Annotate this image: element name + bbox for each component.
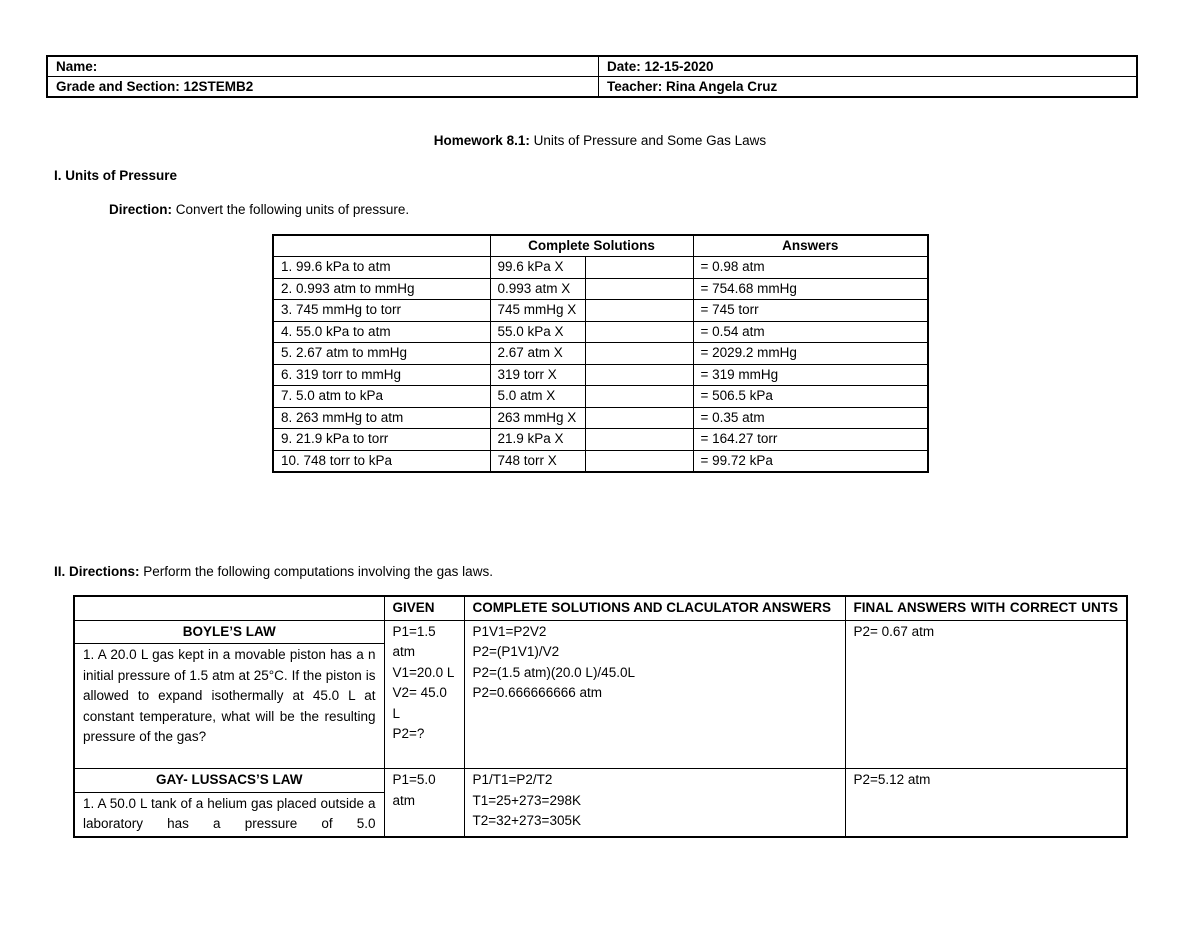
boyle-law-title: BOYLE’S LAW xyxy=(74,620,384,644)
units-problem-cell: 7. 5.0 atm to kPa xyxy=(273,386,490,408)
boyle-solution-line: P2=0.666666666 atm xyxy=(472,685,602,700)
section1-direction xyxy=(109,202,409,217)
units-answer-cell: = 745 torr xyxy=(693,300,928,322)
units-solution-cell: 5.0 atm X xyxy=(490,386,585,408)
units-solution-blank xyxy=(585,450,693,472)
section2-bold: II. Directions: xyxy=(54,564,140,579)
boyle-problem: 1. A 20.0 L gas kept in a movable piston has a n initial pressure of 1.5 atm at 25°C. If the piston is allowed to expand isothermally at 45.0 L at constant temperature, what will be the resulting pressure of the gas? xyxy=(74,644,384,769)
gay-lussac-law-title: GAY- LUSSACS’S LAW xyxy=(74,769,384,793)
units-problem-cell: 4. 55.0 kPa to atm xyxy=(273,321,490,343)
units-solution-cell: 0.993 atm X xyxy=(490,278,585,300)
boyle-solution-line: P1V1=P2V2 xyxy=(472,623,547,639)
page-title xyxy=(0,133,1200,148)
direction-text: Convert the following units of pressure. xyxy=(172,202,410,217)
teacher-field: Teacher: Rina Angela Cruz xyxy=(599,77,1138,98)
units-solution-cell: 263 mmHg X xyxy=(490,407,585,429)
units-answer-cell: = 99.72 kPa xyxy=(693,450,928,472)
units-answer-cell: = 164.27 torr xyxy=(693,429,928,451)
units-row xyxy=(273,364,928,386)
units-answer-cell: = 0.54 atm xyxy=(693,321,928,343)
units-row xyxy=(273,386,928,408)
gay-final-answer: P2=5.12 atm xyxy=(845,769,1127,837)
units-answer-cell: = 2029.2 mmHg xyxy=(693,343,928,365)
boyle-given xyxy=(384,620,464,769)
gay-solution-line: P1/T1=P2/T2 xyxy=(472,772,553,787)
units-solution-blank xyxy=(585,429,693,451)
units-row xyxy=(273,278,928,300)
units-of-pressure-table xyxy=(272,234,929,473)
units-problem-cell: 9. 21.9 kPa to torr xyxy=(273,429,490,451)
units-problem-cell: 1. 99.6 kPa to atm xyxy=(273,257,490,279)
units-solution-blank xyxy=(585,407,693,429)
units-row xyxy=(273,450,928,472)
units-solution-blank xyxy=(585,364,693,386)
units-solution-cell: 745 mmHg X xyxy=(490,300,585,322)
units-row xyxy=(273,343,928,365)
units-problem-cell: 3. 745 mmHg to torr xyxy=(273,300,490,322)
section2-heading xyxy=(54,564,493,579)
boyle-given-line: V2= 45.0 L xyxy=(392,685,447,721)
units-solution-cell: 2.67 atm X xyxy=(490,343,585,365)
gas-header-problem xyxy=(74,596,384,620)
units-row xyxy=(273,300,928,322)
header-solutions: Complete Solutions xyxy=(490,235,693,257)
units-problem-cell: 6. 319 torr to mmHg xyxy=(273,364,490,386)
boyle-given-line: V1=20.0 L xyxy=(392,664,455,680)
units-row xyxy=(273,321,928,343)
gay-given-line: P1=5.0 atm xyxy=(392,772,436,808)
boyle-given-line: P1=1.5 atm xyxy=(392,623,436,659)
title-bold: Homework 8.1: xyxy=(433,133,530,148)
units-solution-blank xyxy=(585,386,693,408)
boyle-solution-line: P2=(P1V1)/V2 xyxy=(472,644,560,659)
date-field: Date: 12-15-2020 xyxy=(599,56,1138,77)
units-row xyxy=(273,407,928,429)
units-solution-cell: 21.9 kPa X xyxy=(490,429,585,451)
gay-given xyxy=(384,769,464,837)
gas-header-solutions: COMPLETE SOLUTIONS AND CLACULATOR ANSWERS xyxy=(464,596,845,620)
units-problem-cell: 8. 263 mmHg to atm xyxy=(273,407,490,429)
units-solution-cell: 55.0 kPa X xyxy=(490,321,585,343)
boyle-given-line: P2=? xyxy=(392,726,425,741)
units-solution-cell: 99.6 kPa X xyxy=(490,257,585,279)
units-solution-cell: 748 torr X xyxy=(490,450,585,472)
units-solution-blank xyxy=(585,300,693,322)
student-info-table xyxy=(46,55,1138,98)
header-answers: Answers xyxy=(693,235,928,257)
header-problem xyxy=(273,235,490,257)
units-solution-blank xyxy=(585,321,693,343)
gas-laws-table xyxy=(73,595,1128,838)
boyle-final-answer: P2= 0.67 atm xyxy=(845,620,1127,769)
units-row xyxy=(273,257,928,279)
units-answer-cell: = 319 mmHg xyxy=(693,364,928,386)
gas-header-given: GIVEN xyxy=(384,596,464,620)
units-answer-cell: = 0.35 atm xyxy=(693,407,928,429)
gay-solution-line: T2=32+273=305K xyxy=(472,813,581,828)
units-solution-blank xyxy=(585,257,693,279)
boyle-solution-line: P2=(1.5 atm)(20.0 L)/45.0L xyxy=(472,664,635,680)
section1-heading: I. Units of Pressure xyxy=(54,168,178,183)
units-problem-cell: 10. 748 torr to kPa xyxy=(273,450,490,472)
gay-problem: 1. A 50.0 L tank of a helium gas placed outside a laboratory has a pressure of 5.0 xyxy=(74,792,384,837)
units-solution-blank xyxy=(585,343,693,365)
direction-bold: Direction: xyxy=(109,202,173,217)
gay-solution-line: T1=25+273=298K xyxy=(472,792,581,808)
units-solution-cell: 319 torr X xyxy=(490,364,585,386)
title-text: Units of Pressure and Some Gas Laws xyxy=(529,133,767,148)
grade-section-field: Grade and Section: 12STEMB2 xyxy=(47,77,599,98)
boyle-solution xyxy=(464,620,845,769)
gay-solution xyxy=(464,769,845,837)
units-problem-cell: 2. 0.993 atm to mmHg xyxy=(273,278,490,300)
units-answer-cell: = 0.98 atm xyxy=(693,257,928,279)
units-solution-blank xyxy=(585,278,693,300)
name-field: Name: xyxy=(47,56,599,77)
units-row xyxy=(273,429,928,451)
section2-text: Perform the following computations involving the gas laws. xyxy=(139,564,493,579)
units-answer-cell: = 754.68 mmHg xyxy=(693,278,928,300)
units-answer-cell: = 506.5 kPa xyxy=(693,386,928,408)
gas-header-final: FINAL ANSWERS WITH CORRECT UNTS xyxy=(845,596,1127,620)
units-problem-cell: 5. 2.67 atm to mmHg xyxy=(273,343,490,365)
